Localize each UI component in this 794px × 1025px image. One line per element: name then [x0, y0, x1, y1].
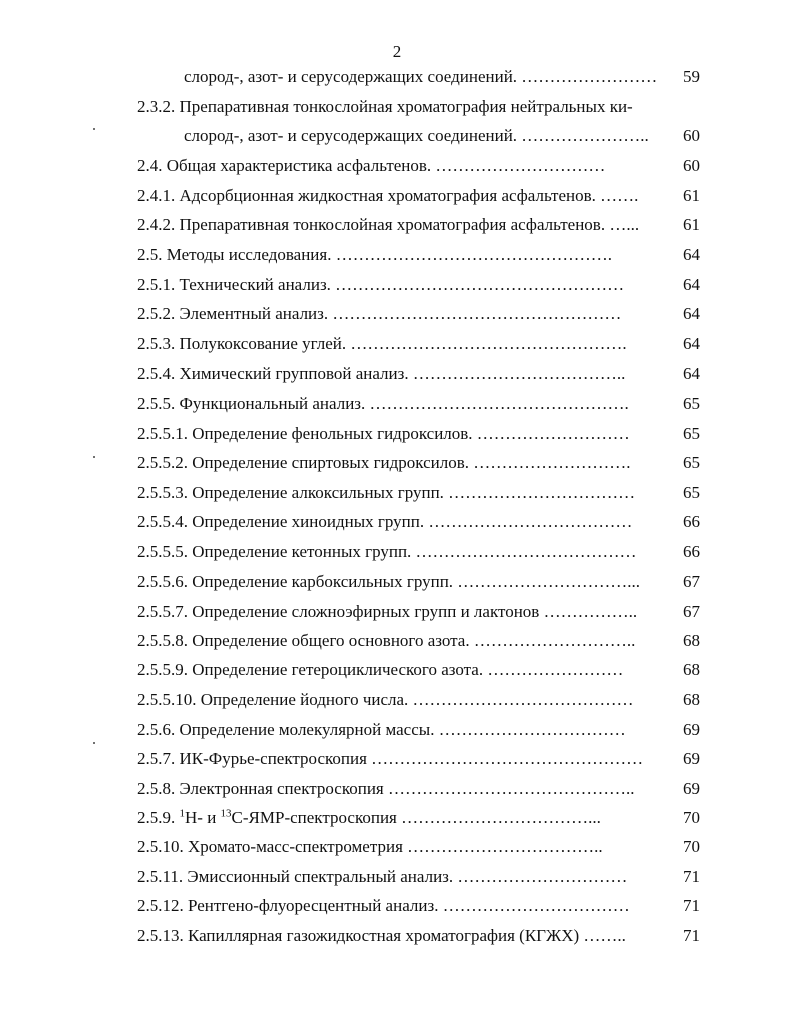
toc-entry-title: 2.5.5.6. Определение карбоксильных групп. …………………………...: [137, 572, 641, 591]
toc-entry-page: 61: [683, 215, 700, 234]
toc-entry-page: 65: [683, 453, 700, 472]
toc-entry-title: 2.5.2. Элементный анализ. ……………………………………………: [137, 304, 622, 323]
toc-entry-page: 68: [683, 690, 700, 709]
toc-entry-page: 70: [683, 808, 700, 827]
toc-entry-page: 67: [683, 602, 700, 621]
toc-entry-page: 70: [683, 837, 700, 856]
toc-entry-title: 2.5.7. ИК-Фурье-спектроскопия …………………………………………: [137, 749, 644, 768]
toc-entry-page: 59: [683, 67, 700, 86]
scan-speck: [93, 742, 95, 744]
toc-entry-page: 64: [683, 334, 700, 353]
toc-entry-page: 64: [683, 245, 700, 264]
toc-entry-title: 2.5.6. Определение молекулярной массы. ……………………………: [137, 720, 626, 739]
toc-entry-page: 65: [683, 394, 700, 413]
toc-entry-page: 65: [683, 424, 700, 443]
toc-entry-title: 2.5.5.1. Определение фенольных гидроксилов. ………………………: [137, 424, 630, 443]
superscript-13: 13: [220, 807, 232, 820]
toc-entry-title: 2.5.5.7. Определение сложноэфирных групп и лактонов ……………..: [137, 602, 638, 621]
toc-entry-title: 2.5.4. Химический групповой анализ. ………………………………..: [137, 364, 626, 383]
toc-entry-page: 60: [683, 156, 700, 175]
page-number: 2: [392, 42, 402, 61]
toc-entry-page: 64: [683, 364, 700, 383]
toc-entry-page: 60: [683, 126, 700, 145]
toc-entry-page: 66: [683, 542, 700, 561]
toc-entry-title: 2.4.1. Адсорбционная жидкостная хроматография асфальтенов. …….: [137, 186, 639, 205]
toc-entry-title: 2.5.13. Капиллярная газожидкостная хроматография (КГЖХ) ……..: [137, 926, 626, 945]
toc-entry-title: [137, 808, 601, 828]
toc-entry-page: 71: [683, 926, 700, 945]
toc-entry-title: 2.5.5.8. Определение общего основного азота. ………………………..: [137, 631, 636, 650]
toc-entry-title-mid: Н- и: [185, 808, 221, 827]
toc-entry-title: 2.5.5.2. Определение спиртовых гидроксилов. ……………………….: [137, 453, 631, 472]
toc-entry-title-prefix: 2.5.9.: [137, 808, 180, 827]
toc-entry-title: 2.5. Методы исследования. ………………………………………….: [137, 245, 612, 264]
toc-entry-title: 2.5.12. Рентгено-флуоресцентный анализ. ……………………………: [137, 896, 630, 915]
toc-entry-title: слород-, азот- и серусодержащих соединений. …………………..: [184, 126, 649, 145]
toc-entry-page: 66: [683, 512, 700, 531]
toc-entry-page: 71: [683, 867, 700, 886]
toc-entry-title: 2.5.8. Электронная спектроскопия ……………………………………..: [137, 779, 635, 798]
toc-entry-title: 2.5.5.3. Определение алкоксильных групп. ……………………………: [137, 483, 636, 502]
toc-entry-title: 2.5.5. Функциональный анализ. ……………………………………….: [137, 394, 629, 413]
toc-entry-title: 2.5.11. Эмиссионный спектральный анализ. …………………………: [137, 867, 628, 886]
superscript-1: 1: [179, 807, 185, 820]
toc-entry-title: 2.5.3. Полукоксование углей. ………………………………………….: [137, 334, 627, 353]
toc-entry-title: 2.5.1. Технический анализ. ……………………………………………: [137, 275, 625, 294]
toc-entry-page: 64: [683, 304, 700, 323]
toc-entry-page: 69: [683, 779, 700, 798]
toc-entry-page: 65: [683, 483, 700, 502]
toc-entry-title: 2.5.5.5. Определение кетонных групп. …………………………………: [137, 542, 637, 561]
toc-entry-title: слород-, азот- и серусодержащих соединений. ……………………: [184, 67, 658, 86]
scan-speck: [93, 128, 95, 130]
toc-entry-title-suffix: С-ЯМР-спектроскопия ……………………………...: [231, 808, 601, 827]
toc-entry-title: 2.5.5.9. Определение гетероциклического азота. ……………………: [137, 660, 624, 679]
toc-entry-title: 2.5.10. Хромато-масс-спектрометрия ……………………………..: [137, 837, 603, 856]
toc-entry-page: 61: [683, 186, 700, 205]
toc-entry-page: 68: [683, 660, 700, 679]
toc-entry-page: 69: [683, 720, 700, 739]
toc-entry-title: 2.5.5.10. Определение йодного числа. …………………………………: [137, 690, 634, 709]
toc-entry-page: 69: [683, 749, 700, 768]
toc-entry-title: 2.4.2. Препаративная тонкослойная хроматография асфальтенов. …...: [137, 215, 640, 234]
scan-speck: [93, 456, 95, 458]
toc-entry-title: 2.4. Общая характеристика асфальтенов. …………………………: [137, 156, 606, 175]
toc-entry-page: 64: [683, 275, 700, 294]
toc-entry-title: 2.3.2. Препаративная тонкослойная хроматография нейтральных ки-: [137, 97, 633, 116]
toc-entry-page: 71: [683, 896, 700, 915]
toc-entry-page: 68: [683, 631, 700, 650]
toc-entry-title: 2.5.5.4. Определение хиноидных групп. ………………………………: [137, 512, 633, 531]
toc-entry-page: 67: [683, 572, 700, 591]
